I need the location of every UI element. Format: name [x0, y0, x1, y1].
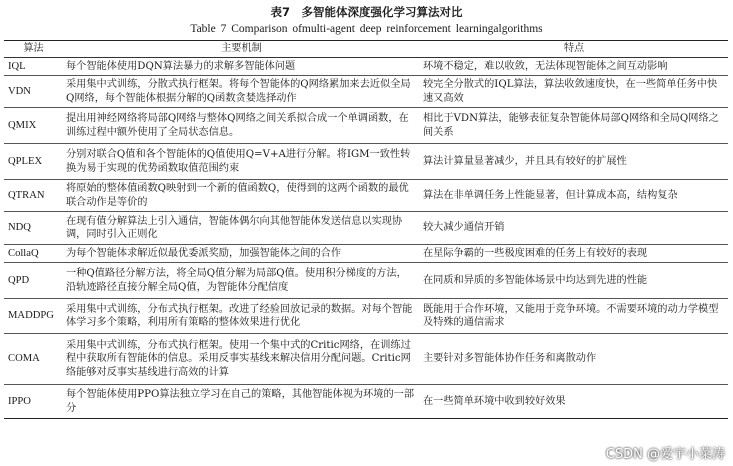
- mechanism-cell: 分别对联合Q值和各个智能体的Q值使用Q=V+A进行分解。将IGM一致性转换为易于实现的优势函数取值范围约束: [63, 144, 420, 180]
- csdn-watermark: CSDN @爱宇小菜涛: [605, 447, 725, 462]
- feature-cell: 较完全分散式的IQL算法，算法收敛速度快，在一些简单任务中快速又高效: [420, 76, 728, 108]
- algorithm-name: NDQ: [4, 212, 63, 245]
- mechanism-cell: 采用集中式训练，分布式执行框架。使用一个集中式的Critic网络，在训练过程中获取所有智能体的信息。采用反事实基线来解决信用分配问题。Critic网络能够对反事实基线进行高效的计算: [63, 334, 420, 385]
- table-row: [4, 385, 728, 419]
- algorithm-name: MADDPG: [4, 299, 63, 334]
- table-row: [4, 180, 728, 212]
- table-row: [4, 76, 728, 108]
- algorithm-name: QPLEX: [4, 144, 63, 180]
- table-row: [4, 144, 728, 180]
- feature-cell: 算法计算量显著减少，并且具有较好的扩展性: [420, 144, 728, 180]
- table-row: [4, 334, 728, 385]
- feature-cell: 算法在非单调任务上性能显著，但计算成本高，结构复杂: [420, 180, 728, 212]
- header-algorithm: 算法: [4, 41, 63, 58]
- comparison-table: [4, 40, 728, 419]
- mechanism-cell: 在现有值分解算法上引入通信，智能体偶尔向其他智能体发送信息以实现协调，同时引入正则化: [63, 212, 420, 245]
- table-title-english: Table 7 Comparison ofmulti-agent deep reinforcement learningalgorithms: [190, 23, 543, 35]
- feature-cell: 主要针对多智能体协作任务和离散动作: [420, 334, 728, 385]
- feature-cell: 环境不稳定，难以收敛，无法体现智能体之间互动影响: [420, 58, 728, 76]
- mechanism-cell: 采用集中式训练，分散式执行框架。将每个智能体的Q网络累加来去近似全局Q网络，每个智能体根据分解的Q函数贪婪选择动作: [63, 76, 420, 108]
- feature-cell: 相比于VDN算法，能够表征复杂智能体局部Q网络和全局Q网络之间关系: [420, 108, 728, 144]
- table-title-chinese: 表7 多智能体深度强化学习算法对比: [270, 5, 463, 19]
- feature-cell: 既能用于合作环境，又能用于竞争环境。不需要环境的动力学模型及特殊的通信需求: [420, 299, 728, 334]
- mechanism-cell: 采用集中式训练，分布式执行框架。改进了经验回放记录的数据。对每个智能体学习多个策略，利用所有策略的整体效果进行优化: [63, 299, 420, 334]
- table-row: [4, 245, 728, 263]
- feature-cell: 在一些简单环境中收到较好效果: [420, 385, 728, 419]
- algorithm-name: IQL: [4, 58, 63, 76]
- mechanism-cell: 将原始的整体值函数Q映射到一个新的值函数Q，使得到的这两个函数的最优联合动作是等价的: [63, 180, 420, 212]
- table-row: [4, 263, 728, 299]
- algorithm-name: QPD: [4, 263, 63, 299]
- feature-cell: 在同质和异质的多智能体场景中均达到先进的性能: [420, 263, 728, 299]
- algorithm-name: IPPO: [4, 385, 63, 419]
- table-row: [4, 108, 728, 144]
- feature-cell: 较大减少通信开销: [420, 212, 728, 245]
- algorithm-name: VDN: [4, 76, 63, 108]
- mechanism-cell: 每个智能体使用DQN算法暴力的求解多智能体问题: [63, 58, 420, 76]
- mechanism-cell: 提出用神经网络将局部Q网络与整体Q网络之间关系拟合成一个单调函数，在训练过程中额外使用了全局状态信息。: [63, 108, 420, 144]
- table-header-row: [4, 41, 728, 58]
- mechanism-cell: 为每个智能体求解近似最优委派奖励，加强智能体之间的合作: [63, 245, 420, 263]
- mechanism-cell: 一种Q值路径分解方法，将全局Q值分解为局部Q值。使用积分梯度的方法，沿轨迹路径直接分解全局Q值，为智能体分配信度: [63, 263, 420, 299]
- table-row: [4, 58, 728, 76]
- algorithm-name: COMA: [4, 334, 63, 385]
- feature-cell: 在星际争霸的一些极度困难的任务上有较好的表现: [420, 245, 728, 263]
- header-mechanism: 主要机制: [63, 41, 420, 58]
- algorithm-name: QMIX: [4, 108, 63, 144]
- mechanism-cell: 每个智能体使用PPO算法独立学习在自己的策略，其他智能体视为环境的一部分: [63, 385, 420, 419]
- table-row: [4, 299, 728, 334]
- header-feature: 特点: [420, 41, 728, 58]
- algorithm-name: QTRAN: [4, 180, 63, 212]
- table-row: [4, 212, 728, 245]
- algorithm-name: CollaQ: [4, 245, 63, 263]
